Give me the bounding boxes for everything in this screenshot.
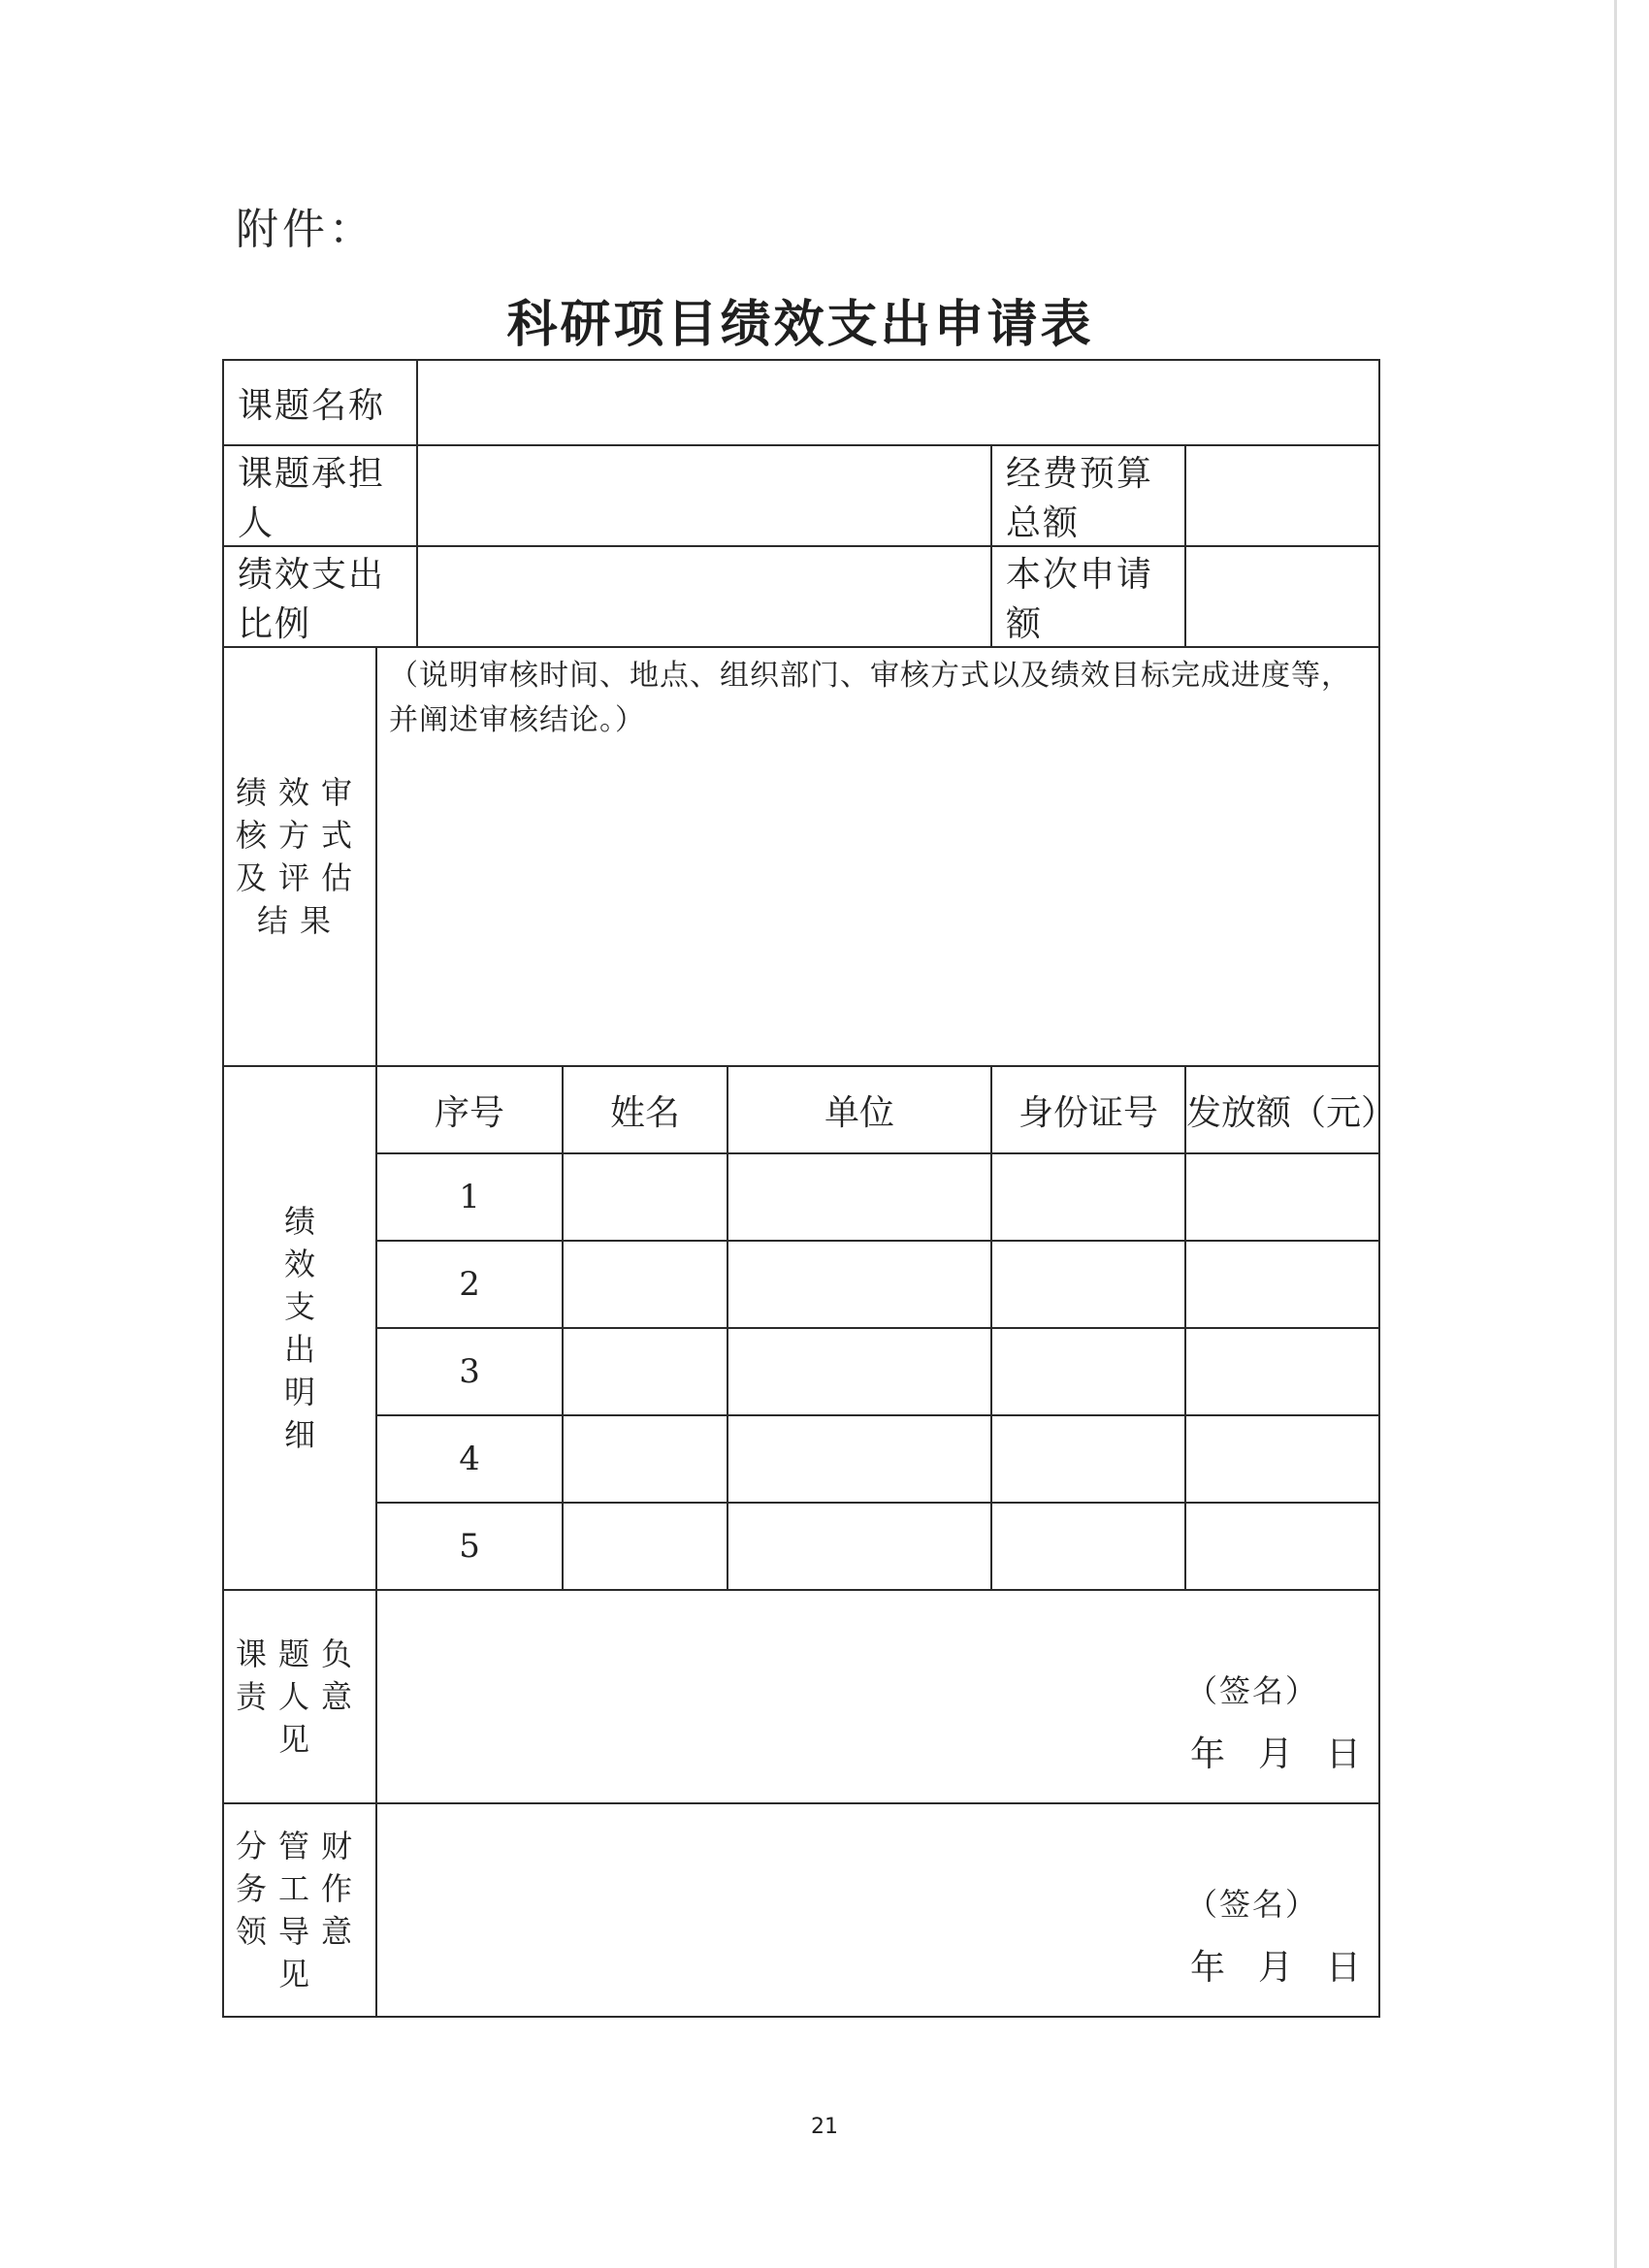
ratio-row xyxy=(223,546,1379,647)
amount-cell[interactable] xyxy=(1185,1153,1379,1241)
row-number: 1 xyxy=(376,1153,563,1241)
page-number: 21 xyxy=(811,2115,838,2139)
amount-cell[interactable] xyxy=(1185,1241,1379,1328)
table-row xyxy=(223,1153,1379,1241)
signature-label: （签名） xyxy=(1186,1672,1319,1709)
row-number: 4 xyxy=(376,1415,563,1503)
unit-cell[interactable] xyxy=(728,1241,991,1328)
project-owner-field[interactable] xyxy=(417,445,991,546)
review-label: 绩效审核方式及评估结果 xyxy=(223,647,376,1066)
details-label: 绩 效 支 出 明 细 xyxy=(223,1066,376,1590)
name-cell[interactable] xyxy=(563,1328,728,1415)
unit-cell[interactable] xyxy=(728,1415,991,1503)
finance-opinion-label: 分管财务工作领导意见 xyxy=(223,1803,376,2017)
leader-opinion-field[interactable] xyxy=(376,1590,1379,1803)
id-number-cell[interactable] xyxy=(991,1415,1185,1503)
day-label: 日 xyxy=(1326,1734,1362,1774)
unit-cell[interactable] xyxy=(728,1503,991,1590)
performance-ratio-field[interactable] xyxy=(417,546,991,647)
table-row xyxy=(223,1415,1379,1503)
table-row xyxy=(223,1328,1379,1415)
unit-cell[interactable] xyxy=(728,1153,991,1241)
id-number-cell[interactable] xyxy=(991,1241,1185,1328)
attachment-label: 附件： xyxy=(236,205,375,254)
day-label: 日 xyxy=(1326,1948,1362,1988)
date-line xyxy=(1190,1727,1361,1776)
header-unit: 单位 xyxy=(728,1066,991,1153)
project-name-label: 课题名称 xyxy=(223,360,417,445)
name-cell[interactable] xyxy=(563,1415,728,1503)
table-row xyxy=(223,1241,1379,1328)
finance-opinion-row xyxy=(223,1803,1379,2017)
review-instruction[interactable]: （说明审核时间、地点、组织部门、审核方式以及绩效目标完成进度等，并阐述审核结论。） xyxy=(376,647,1379,1066)
scan-edge-line xyxy=(1614,0,1617,2268)
leader-opinion-label: 课题负责人意见 xyxy=(223,1590,376,1803)
header-amount: 发放额（元） xyxy=(1185,1066,1379,1153)
id-number-cell[interactable] xyxy=(991,1153,1185,1241)
signature-label: （签名） xyxy=(1186,1886,1319,1923)
performance-ratio-label: 绩效支出比例 xyxy=(223,546,417,647)
total-budget-field[interactable] xyxy=(1185,445,1379,546)
amount-cell[interactable] xyxy=(1185,1503,1379,1590)
name-cell[interactable] xyxy=(563,1153,728,1241)
amount-cell[interactable] xyxy=(1185,1415,1379,1503)
project-owner-label: 课题承担人 xyxy=(223,445,417,546)
details-header-row xyxy=(223,1066,1379,1153)
unit-cell[interactable] xyxy=(728,1328,991,1415)
row-number: 2 xyxy=(376,1241,563,1328)
project-owner-row xyxy=(223,445,1379,546)
total-budget-label: 经费预算总额 xyxy=(991,445,1185,546)
header-id-number: 身份证号 xyxy=(991,1066,1185,1153)
project-name-field[interactable] xyxy=(417,360,1379,445)
year-label: 年 xyxy=(1190,1734,1226,1774)
date-line xyxy=(1190,1940,1361,1990)
leader-opinion-row xyxy=(223,1590,1379,1803)
current-request-field[interactable] xyxy=(1185,546,1379,647)
row-number: 5 xyxy=(376,1503,563,1590)
table-row xyxy=(223,1503,1379,1590)
name-cell[interactable] xyxy=(563,1503,728,1590)
finance-opinion-field[interactable] xyxy=(376,1803,1379,2017)
form-title: 科研项目绩效支出申请表 xyxy=(506,295,1094,354)
month-label: 月 xyxy=(1258,1734,1294,1774)
id-number-cell[interactable] xyxy=(991,1328,1185,1415)
header-index: 序号 xyxy=(376,1066,563,1153)
amount-cell[interactable] xyxy=(1185,1328,1379,1415)
year-label: 年 xyxy=(1190,1948,1226,1988)
name-cell[interactable] xyxy=(563,1241,728,1328)
project-name-row xyxy=(223,360,1379,445)
header-name: 姓名 xyxy=(563,1066,728,1153)
review-row xyxy=(223,647,1379,1066)
application-form-table xyxy=(222,359,1397,2018)
month-label: 月 xyxy=(1258,1948,1294,1988)
current-request-label: 本次申请额 xyxy=(991,546,1185,647)
row-number: 3 xyxy=(376,1328,563,1415)
id-number-cell[interactable] xyxy=(991,1503,1185,1590)
